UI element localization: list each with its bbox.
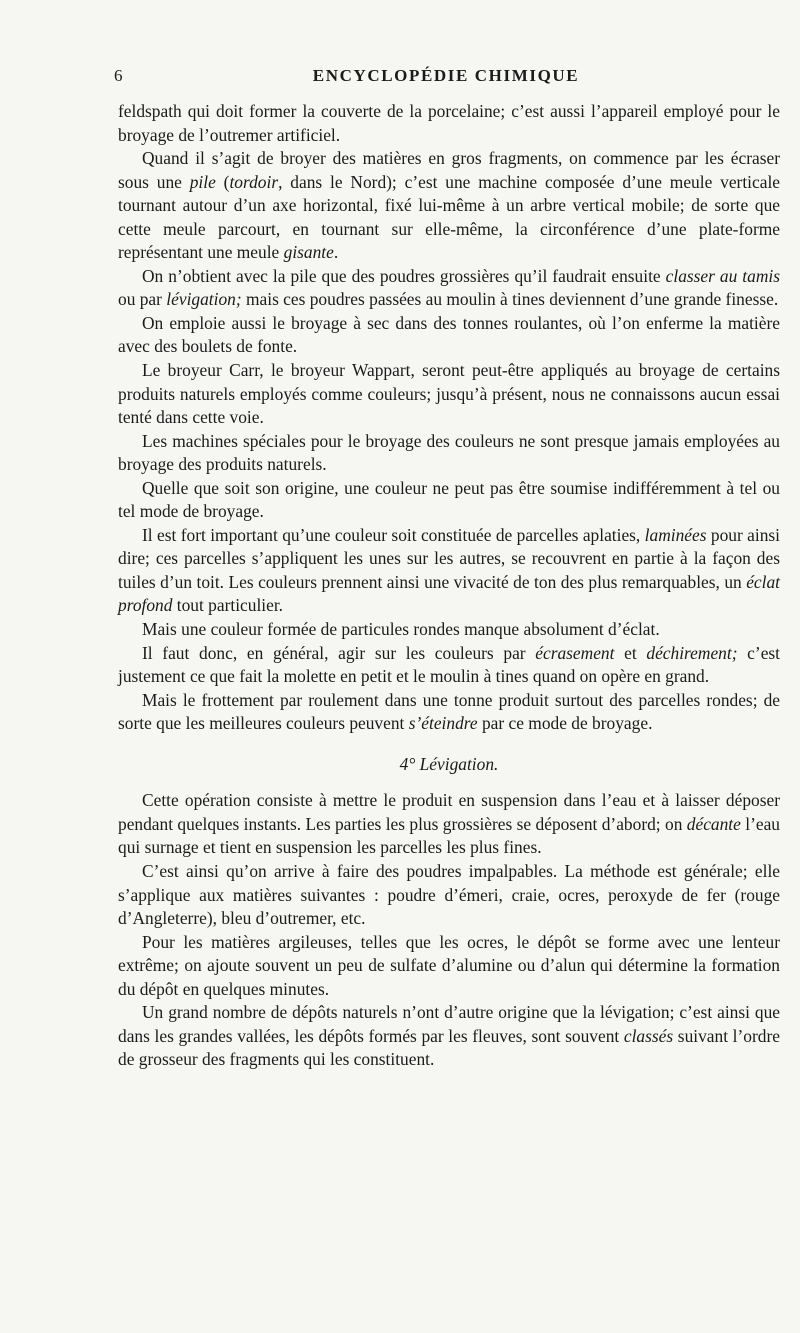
paragraph-text: pour ainsi dire; ces parcelles s’appliquent les unes sur les autres, se recouvrent en partie à la façon des tuiles d’un toit. Les couleurs prennent ainsi une vivacité de ton des plus remarquables, un bbox=[118, 524, 780, 592]
italic-term: écrasement bbox=[535, 642, 615, 663]
body-text bbox=[118, 100, 780, 1072]
paragraph bbox=[118, 477, 780, 524]
paragraph-text: ( bbox=[215, 171, 230, 192]
paragraph-text: c’est justement ce que fait la molette en petit et le moulin à tines quand on opère en grand. bbox=[118, 642, 781, 687]
paragraph-text: On n’obtient avec la pile que des poudres grossières qu’il faudrait ensuite bbox=[142, 265, 666, 286]
paragraph-text: Quelle que soit son origine, une couleur ne peut pas être soumise indifféremment à tel ou tel mode de broyage. bbox=[118, 477, 780, 522]
italic-term: classer au tamis bbox=[665, 265, 780, 286]
paragraph-text: feldspath qui doit former la couverte de la porcelaine; c’est aussi l’appareil employé pour le broyage de l’outremer artificiel. bbox=[118, 101, 780, 145]
paragraph-text: C’est ainsi qu’on arrive à faire des poudres impalpables. La méthode est générale; elle s’applique aux matières suivantes : poudre d’émeri, craie, ocres, peroxyde de fer (rouge d’Angleterre), bleu d’outremer, etc. bbox=[118, 860, 780, 929]
paragraph-text: Mais une couleur formée de particules rondes manque absolument d’éclat. bbox=[142, 619, 660, 640]
italic-term: décante bbox=[686, 813, 741, 834]
italic-term: lévigation; bbox=[166, 289, 242, 310]
italic-term: classés bbox=[623, 1025, 674, 1046]
paragraph bbox=[118, 147, 780, 265]
section-number: 4° bbox=[399, 753, 416, 774]
paragraph-text: suivant l’ordre de grosseur des fragments qui les constituent. bbox=[118, 1025, 781, 1070]
italic-term: s’éteindre bbox=[408, 713, 478, 734]
paragraph-text: . bbox=[333, 242, 339, 263]
paragraph bbox=[118, 359, 780, 430]
paragraph-text: Le broyeur Carr, le broyeur Wappart, seront peut-être appliqués au broyage de certains produits naturels employés comme couleurs; jusqu’à présent, nous ne connaissons aucun essai tenté dans cette voie. bbox=[118, 360, 780, 428]
paragraph-text: On emploie aussi le broyage à sec dans des tonnes roulantes, où l’on enferme la matière avec des boulets de fonte. bbox=[118, 312, 780, 357]
paragraph-text: mais ces poudres passées au moulin à tines deviennent d’une grande finesse. bbox=[241, 289, 779, 310]
paragraph bbox=[118, 430, 780, 477]
paragraph-text: ou par bbox=[118, 289, 167, 310]
paragraph-text: , dans le Nord); c’est une machine composée d’une meule verticale tournant autour d’un axe horizontal, fixé lui-même à un arbre vertical mobile; de sorte que cette meule parcourt, en tournant sur elle-même, la circonférence d’une plate-forme représentant une meule bbox=[118, 171, 780, 263]
italic-term: éclat profond bbox=[118, 571, 780, 616]
paragraph bbox=[118, 1001, 780, 1072]
paragraph-text: Pour les matières argileuses, telles que les ocres, le dépôt se forme avec une lenteur extrême; on ajoute souvent un peu de sulfate d’alumine ou d’alun qui détermine la formation du dépôt en quelques minutes. bbox=[118, 931, 780, 999]
paragraph-text: et bbox=[614, 642, 647, 663]
paragraph-text: Les machines spéciales pour le broyage des couleurs ne sont presque jamais employées au broyage des produits naturels. bbox=[118, 430, 780, 475]
paragraph-text: tout particulier. bbox=[172, 595, 284, 616]
paragraph bbox=[118, 312, 780, 359]
paragraph-text: Il faut donc, en général, agir sur les couleurs par bbox=[142, 642, 536, 663]
running-title: ENCYCLOPÉDIE CHIMIQUE bbox=[312, 66, 580, 85]
paragraph bbox=[118, 265, 780, 312]
paragraph bbox=[118, 524, 780, 618]
paragraph bbox=[118, 642, 780, 689]
paragraph bbox=[118, 789, 780, 860]
italic-term: pile bbox=[189, 171, 216, 192]
paragraph-text: Mais le frottement par roulement dans une tonne produit surtout des parcelles rondes; de sorte que les meilleures couleurs peuvent bbox=[118, 689, 780, 734]
italic-term: laminées bbox=[644, 524, 707, 545]
paragraph bbox=[118, 689, 780, 736]
paragraph-text: par ce mode de broyage. bbox=[477, 713, 653, 734]
paragraph-text: Cette opération consiste à mettre le produit en suspension dans l’eau et à laisser déposer pendant quelques instants. Les parties les plus grossières se déposent d’abord; on bbox=[118, 790, 780, 834]
italic-term: gisante bbox=[283, 242, 334, 263]
paragraph bbox=[118, 618, 780, 642]
paragraph bbox=[118, 100, 780, 147]
paragraph bbox=[118, 931, 780, 1002]
page-number: 6 bbox=[114, 66, 123, 85]
section-heading bbox=[118, 753, 780, 777]
paragraph-text: Il est fort important qu’une couleur soit constituée de parcelles aplaties, bbox=[142, 524, 645, 545]
italic-term: tordoir bbox=[229, 171, 279, 192]
paragraph-text: Un grand nombre de dépôts naturels n’ont d’autre origine que la lévigation; c’est ainsi que dans les grandes vallées, les dépôts formés par les fleuves, sont souvent bbox=[118, 1002, 780, 1046]
section-title: Lévigation. bbox=[419, 753, 499, 774]
paragraph-text: Quand il s’agit de broyer des matières en gros fragments, on commence par les écraser sous une bbox=[118, 148, 780, 192]
page-header bbox=[114, 66, 778, 88]
paragraph bbox=[118, 860, 780, 931]
italic-term: déchirement; bbox=[646, 642, 738, 663]
paragraph-text: l’eau qui surnage et tient en suspension les parcelles les plus fines. bbox=[118, 813, 780, 858]
